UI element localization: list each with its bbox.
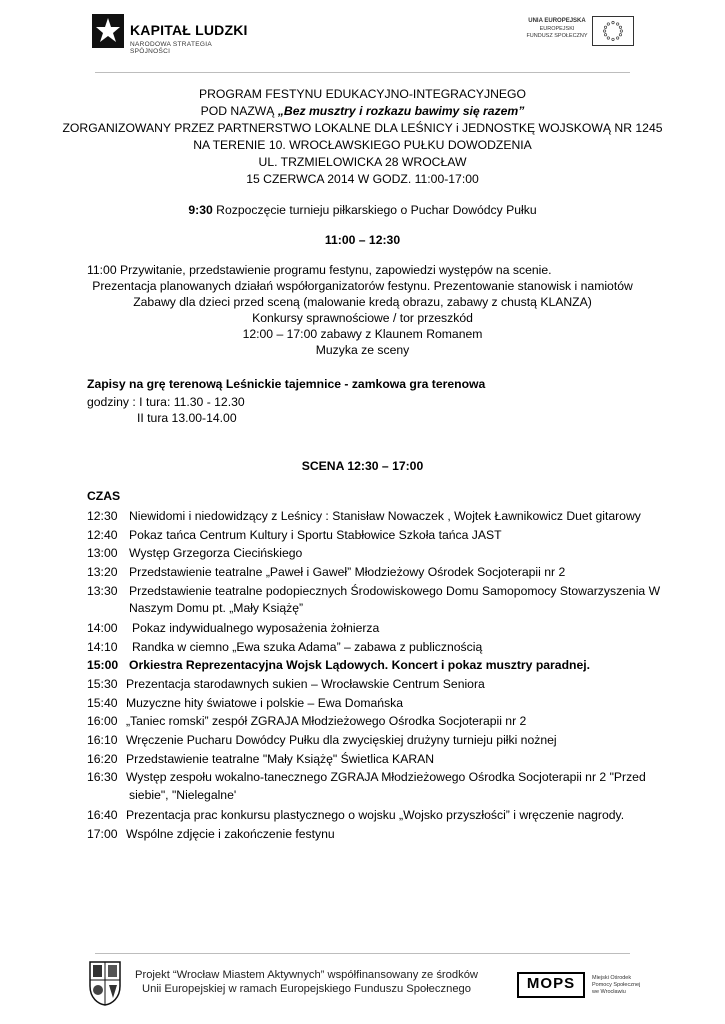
schedule-item: Muzyczne hity światowe i polskie – Ewa Domańska <box>126 696 404 710</box>
stage-heading: SCENA 12:30 – 17:00 <box>301 459 424 473</box>
schedule-item: Wspólne zdjęcie i zakończenie festynu <box>126 827 335 841</box>
schedule-time: 13:00 <box>87 546 118 560</box>
schedule-time: 12:40 <box>87 528 118 542</box>
mops-side-line2: Pomocy Społecznej <box>592 982 641 988</box>
schedule-item: Przedstawienie teatralne "Mały Książę" Świetlica KARAN <box>126 752 435 766</box>
title-line3: ZORGANIZOWANY PRZEZ PARTNERSTWO LOKALNE DLA LEŚNICY i JEDNOSTKĘ WOJSKOWĄ NR 1245 <box>62 121 663 135</box>
mops-side-line3: we Wrocławiu <box>592 989 626 995</box>
block1-line6: Muzyka ze sceny <box>315 343 410 357</box>
title-line4: NA TERENIE 10. WROCŁAWSKIEGO PUŁKU DOWODZENIA <box>193 138 532 152</box>
block1-line3: Zabawy dla dzieci przed sceną (malowanie kredą obrazu, zabawy z chustą KLANZA) <box>133 295 592 309</box>
eu-text <box>525 18 589 41</box>
game-heading: Zapisy na grę terenową Leśnickie tajemnice - zamkowa gra terenowa <box>87 377 486 391</box>
schedule-time: 15:40 <box>87 696 118 710</box>
eu-flag-icon <box>592 16 634 46</box>
schedule-item: Pokaz indywidualnego wyposażenia żołnierza <box>132 621 380 635</box>
schedule-item: „Taniec romski” zespół ZGRAJA Młodzieżowego Ośrodka Socjoterapii nr 2 <box>126 714 527 728</box>
schedule-item: Niewidomi i niedowidzący z Leśnicy : Stanisław Nowaczek , Wojtek Ławnikowicz Duet gitarowy <box>129 509 641 523</box>
schedule-time: 17:00 <box>87 827 118 841</box>
game-line2: II tura 13.00-14.00 <box>137 411 237 425</box>
kapital-ludzki-subtitle: NARODOWA STRATEGIA SPÓJNOŚCI <box>130 41 212 55</box>
schedule-item: Przedstawienie teatralne „Paweł i Gaweł” Młodzieżowy Ośrodek Socjoterapii nr 2 <box>129 565 566 579</box>
schedule-time: 16:30 <box>87 770 118 784</box>
schedule-item: Występ Grzegorza Ciecińskiego <box>129 546 303 560</box>
kapital-ludzki-title: KAPITAŁ LUDZKI <box>130 22 248 38</box>
schedule-time: 16:10 <box>87 733 118 747</box>
schedule-item: Randka w ciemno „Ewa szuka Adama” – zabawa z publicznością <box>132 640 483 654</box>
schedule-time: 15:30 <box>87 677 118 691</box>
footer-line1: Projekt “Wrocław Miastem Aktywnych” współfinansowany ze środków <box>135 969 478 981</box>
schedule-item: Orkiestra Reprezentacyjna Wojsk Lądowych. Koncert i pokaz musztry paradnej. <box>129 658 591 672</box>
schedule-time: 12:30 <box>87 509 118 523</box>
game-line1: godziny : I tura: 11.30 - 12.30 <box>87 395 245 409</box>
opening-line <box>0 203 725 217</box>
title-line6: 15 CZERWCA 2014 W GODZ. 11:00-17:00 <box>246 172 479 186</box>
schedule-time: 13:20 <box>87 565 118 579</box>
schedule-time: 14:10 <box>87 640 118 654</box>
eu-logo <box>525 16 635 50</box>
schedule-item-cont: siebie", "Nielegalne' <box>129 788 237 802</box>
schedule-item: Wręczenie Pucharu Dowódcy Pułku dla zwycięskiej drużyny turnieju piłki nożnej <box>126 733 557 747</box>
eu-line1: UNIA EUROPEJSKA <box>528 18 586 24</box>
schedule-time: 15:00 <box>87 658 119 672</box>
czas-label: CZAS <box>87 489 121 503</box>
block1-line1: 11:00 Przywitanie, przedstawienie programu festynu, zapowiedzi występów na scenie. <box>87 263 552 277</box>
schedule-item: Występ zespołu wokalno-tanecznego ZGRAJA Młodzieżowego Ośrodka Socjoterapii nr 2 "Przed <box>126 770 646 784</box>
schedule-time: 16:00 <box>87 714 118 728</box>
festival-name: „Bez musztry i rozkazu bawimy się razem” <box>277 104 525 118</box>
schedule-item: Prezentacja starodawnych sukien – Wrocławskie Centrum Seniora <box>126 677 485 691</box>
title-line2-prefix: POD NAZWĄ <box>200 104 278 118</box>
title-line5: UL. TRZMIELOWICKA 28 WROCŁAW <box>258 155 467 169</box>
block1-line4: Konkursy sprawnościowe / tor przeszkód <box>252 311 473 325</box>
schedule-item-cont: Naszym Domu pt. „Mały Książę” <box>129 601 304 615</box>
schedule-item: Przedstawienie teatralne podopiecznych Środowiskowego Domu Samopomocy Stowarzyszenia W <box>129 584 661 598</box>
mops-side-text <box>592 975 640 996</box>
kapital-ludzki-logo <box>92 14 252 54</box>
schedule-time: 14:00 <box>87 621 118 635</box>
title-line2 <box>0 104 725 118</box>
schedule-time: 16:40 <box>87 808 118 822</box>
schedule-time: 13:30 <box>87 584 118 598</box>
mops-label: MOPS <box>526 975 576 992</box>
opening-time: 9:30 <box>188 203 213 217</box>
header-divider <box>95 72 630 73</box>
opening-text: Rozpoczęcie turnieju piłkarskiego o Puchar Dowódcy Pułku <box>212 203 537 217</box>
block1-line5: 12:00 – 17:00 zabawy z Klaunem Romanem <box>242 327 483 341</box>
footer-divider <box>95 953 630 954</box>
eu-line2: EUROPEJSKI <box>539 25 575 32</box>
schedule-item: Prezentacja prac konkursu plastycznego o wojsku „Wojsko przyszłości” i wręczenie nagrody. <box>126 808 625 822</box>
footer-project-text <box>135 968 478 996</box>
mops-logo <box>517 972 585 998</box>
schedule-time: 16:20 <box>87 752 118 766</box>
schedule-item: Pokaz tańca Centrum Kultury i Sportu Stabłowice Szkoła tańca JAST <box>129 528 502 542</box>
kapital-ludzki-mark-icon <box>92 14 124 48</box>
block1-heading: 11:00 – 12:30 <box>324 233 401 247</box>
title-line1: PROGRAM FESTYNU EDUKACYJNO-INTEGRACYJNEGO <box>198 87 527 101</box>
mops-side-line1: Miejski Ośrodek <box>592 975 632 981</box>
wroclaw-crest-icon <box>88 960 122 1006</box>
block1-line2: Prezentacja planowanych działań współorganizatorów festynu. Prezentowanie stanowisk i namiotów <box>92 279 633 293</box>
footer-line2: Unii Europejskiej w ramach Europejskiego Funduszu Społecznego <box>142 983 471 995</box>
eu-line3: FUNDUSZ SPOŁECZNY <box>526 33 588 39</box>
